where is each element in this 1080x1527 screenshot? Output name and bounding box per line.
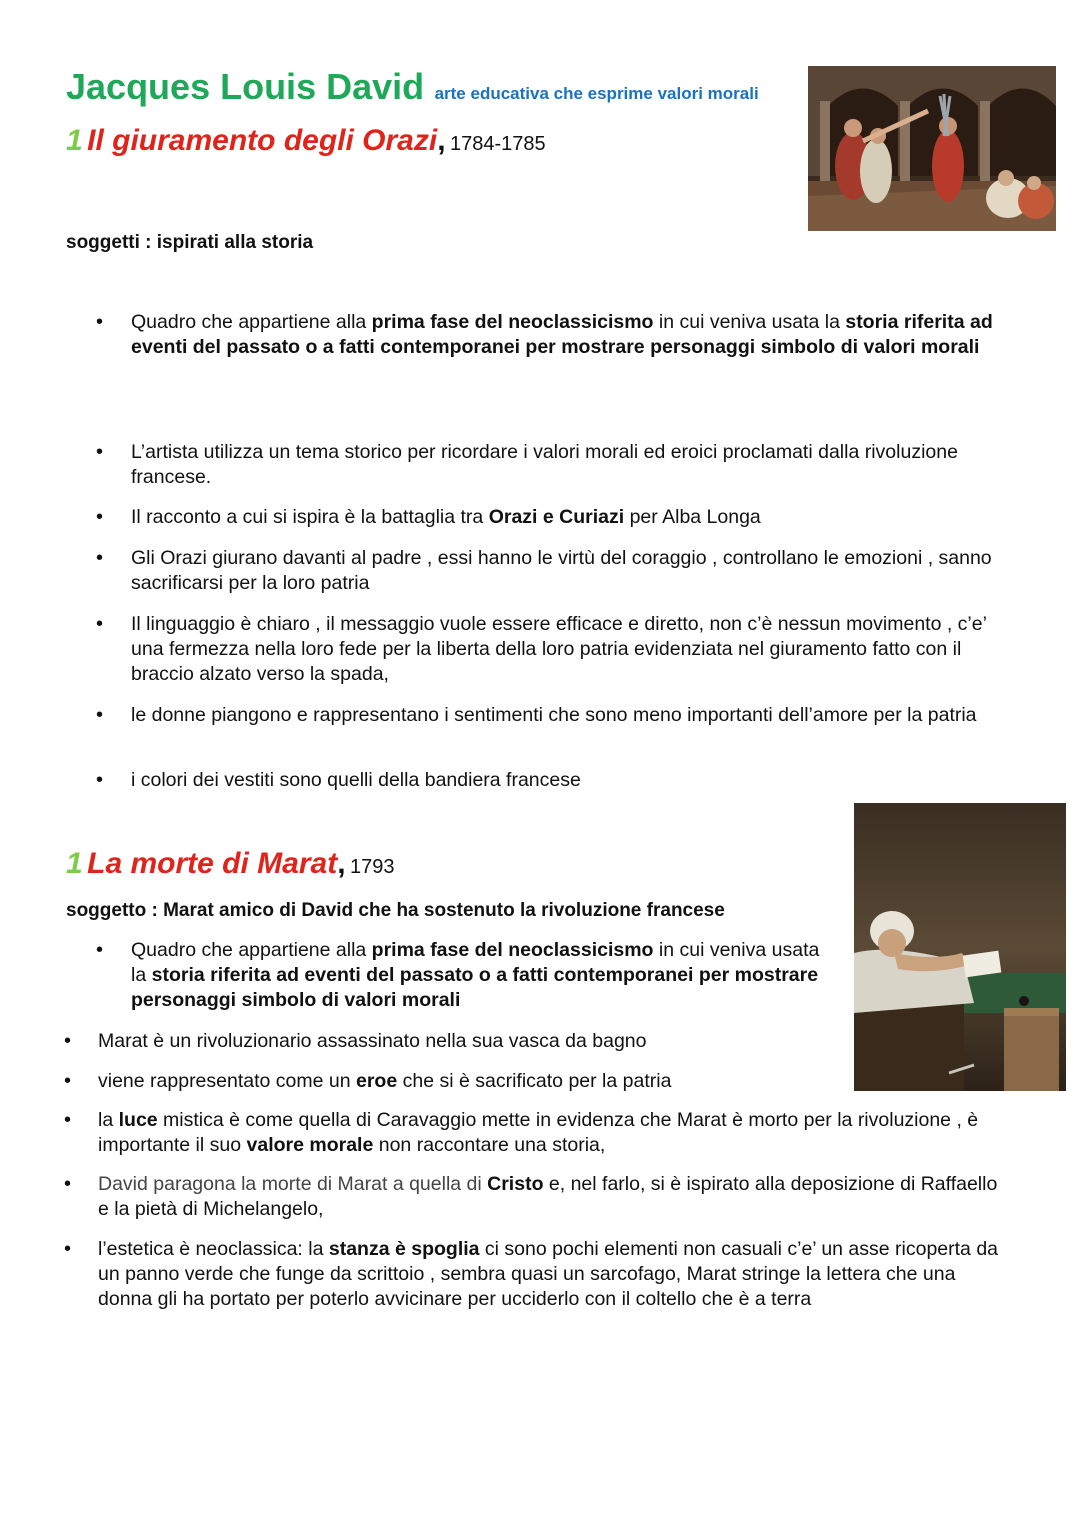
work1-bullet-7: i colori dei vestiti sono quelli della bandiera francese — [131, 769, 581, 791]
work1-title: Il giuramento degli Orazi — [87, 124, 438, 157]
work2-comma: , — [337, 847, 346, 880]
bullet-dot: • — [96, 311, 104, 333]
work2-number: 1 — [66, 847, 83, 880]
work1-year: 1784-1785 — [450, 133, 546, 155]
work2-heading — [66, 847, 395, 881]
work2-intro-bullet: Quadro che appartiene alla prima fase del neoclassicismo in cui veniva usata la storia riferita ad eventi del passato o a fatti contemporanei per mostrare personaggi simbolo di valori morali — [131, 939, 820, 1011]
work2-bullet-1: Marat è un rivoluzionario assassinato nella sua vasca da bagno — [98, 1030, 647, 1052]
work2-bullet-3: la luce mistica è come quella di Caravaggio mette in evidenza che Marat è morto per la rivoluzione , è importante il suo valore morale non raccontare una storia, — [98, 1109, 979, 1156]
work2-bullet-5: l’estetica è neoclassica: la stanza è spoglia ci sono pochi elementi non casuali c’e’ un asse ricoperta da un panno verde che funge da scrittoio , sembra quasi un sarcofago, Marat stringe la lettera che una donna gli ha portato per poterlo avvicinare per ucciderlo con il coltello che è a terra — [98, 1238, 999, 1310]
bullet-dot: • — [96, 441, 104, 463]
bullet-dot: • — [64, 1238, 72, 1260]
work1-comma: , — [437, 124, 446, 157]
bullet-dot: • — [64, 1030, 72, 1052]
bullet-dot: • — [64, 1173, 72, 1195]
work1-bullet-3: Il racconto a cui si ispira è la battaglia tra Orazi e Curiazi per Alba Longa — [131, 506, 761, 528]
work1-bullet-6: le donne piangono e rappresentano i sentimenti che sono meno importanti dell’amore per la patria — [131, 704, 977, 726]
bullet-dot: • — [64, 1109, 72, 1131]
document-title — [66, 66, 759, 108]
bullet-dot: • — [96, 769, 104, 791]
work2-subject: soggetto : Marat amico di David che ha sostenuto la rivoluzione francese — [66, 900, 725, 921]
bullet-dot: • — [64, 1070, 72, 1092]
work2-year: 1793 — [350, 856, 395, 878]
painting-oath-of-horatii — [808, 66, 1056, 231]
painting-death-of-marat — [854, 803, 1066, 1091]
work1-subject: soggetti : ispirati alla storia — [66, 232, 314, 253]
bullet-dot: • — [96, 939, 104, 961]
work1-heading — [66, 124, 546, 158]
work1-bullet-1: Quadro che appartiene alla prima fase del neoclassicismo in cui veniva usata la storia riferita ad eventi del passato o a fatti contemporanei per mostrare personaggi simbolo di valori morali — [131, 311, 993, 358]
author-subtitle: arte educativa che esprime valori morali — [434, 84, 759, 103]
work2-title: La morte di Marat — [87, 847, 338, 880]
work1-bullet-5: Il linguaggio è chiaro , il messaggio vuole essere efficace e diretto, non c’è nessun movimento , c’e’ una fermezza nella loro fede per la liberta della loro patria evidenziata nel giuramento fatto con il braccio alzato verso la spada, — [131, 613, 987, 685]
bullet-dot: • — [96, 547, 104, 569]
work2-bullet-4: David paragona la morte di Marat a quella di Cristo e, nel farlo, si è ispirato alla deposizione di Raffaello e la pietà di Michelangelo, — [98, 1173, 998, 1220]
author-name: Jacques Louis David — [66, 66, 425, 107]
work1-bullet-2: L’artista utilizza un tema storico per ricordare i valori morali ed eroici proclamati dalla rivoluzione francese. — [131, 441, 958, 488]
work1-number: 1 — [66, 124, 83, 157]
bullet-dot: • — [96, 704, 104, 726]
work1-bullet-4: Gli Orazi giurano davanti al padre , essi hanno le virtù del coraggio , controllano le emozioni , sanno sacrificarsi per la loro patria — [131, 547, 992, 594]
bullet-dot: • — [96, 613, 104, 635]
bullet-dot: • — [96, 506, 104, 528]
work2-bullet-2: viene rappresentato come un eroe che si è sacrificato per la patria — [98, 1070, 672, 1092]
